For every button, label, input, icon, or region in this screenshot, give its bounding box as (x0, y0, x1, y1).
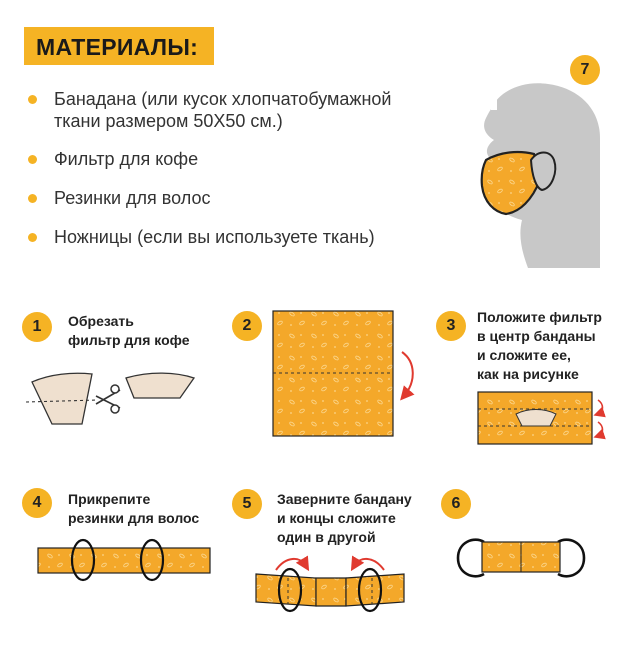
material-text: Фильтр для кофе (54, 149, 199, 169)
material-text: ткани размером 50Х50 см.) (54, 111, 283, 131)
step-5-badge: 5 (232, 489, 262, 519)
finished-mask (458, 540, 584, 577)
bandana-square (273, 311, 393, 436)
scissors-icon (96, 385, 120, 413)
fold-arrow-icon (598, 400, 603, 414)
step-1-line: фильтр для кофе (68, 332, 190, 348)
step-1-line: Обрезать (68, 313, 134, 329)
step-2-badge: 2 (232, 311, 262, 341)
fold-arrow-icon (402, 352, 413, 396)
strip-with-hair-ties (38, 540, 210, 580)
step-3-line: в центр банданы (477, 328, 596, 344)
step-4-line: резинки для волос (68, 510, 200, 526)
step-5-line: один в другой (277, 529, 376, 545)
fold-arrow-icon (598, 422, 603, 436)
step-1-badge: 1 (22, 312, 52, 342)
step-5-line: Заверните бандану (277, 491, 412, 507)
step-3-line: и сложите ее, (477, 347, 571, 363)
material-text: Ножницы (если вы используете ткань) (54, 227, 375, 247)
material-text: Банадана (или кусок хлопчатобумажной (54, 89, 392, 109)
folded-bandana-with-filter (478, 392, 592, 444)
coffee-filter-cut (26, 373, 194, 424)
wrapped-strip (256, 569, 404, 611)
step-6-badge: 6 (441, 489, 471, 519)
step-5-line: и концы сложите (277, 510, 396, 526)
material-text: Резинки для волос (54, 188, 211, 208)
step-3-line: Положите фильтр (477, 309, 602, 325)
step-4-line: Прикрепите (68, 491, 151, 507)
step-3-badge: 3 (436, 311, 466, 341)
materials-title: МАТЕРИАЛЫ: (36, 34, 199, 60)
step-7-badge: 7 (570, 55, 600, 85)
step-3-line: как на рисунке (477, 366, 579, 382)
step-4-badge: 4 (22, 488, 52, 518)
